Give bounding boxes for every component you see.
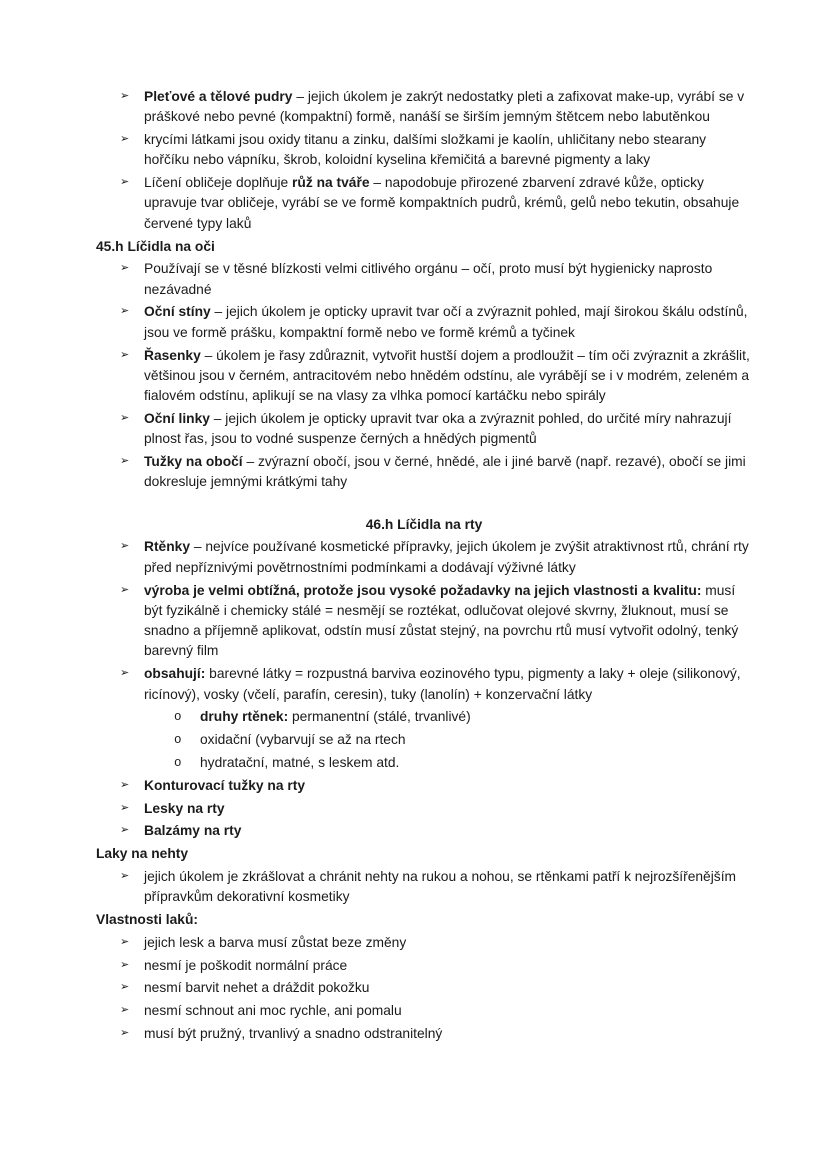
text-run: – napodobuje přirozené zbarvení zdravé kůže, opticky upravuje tvar obličeje, vyrábí se ve formě kompaktních pudrů, krémů, gelů nebo tekutin, obsahuje červené typy laků	[144, 175, 740, 231]
section-heading: 46.h Líčidla na rty	[365, 516, 483, 532]
arrow-bullet-icon: ➢	[120, 411, 130, 424]
list-item	[96, 707, 752, 727]
text-run: nesmí je poškodit normální práce	[144, 957, 348, 973]
circle-bullet-icon: o	[174, 733, 182, 748]
list-item	[96, 776, 752, 796]
list-item-text	[144, 537, 752, 578]
text-run-bold: Balzámy na rty	[144, 823, 242, 839]
list-item	[96, 799, 752, 819]
list-item-text	[144, 956, 752, 976]
text-run: – jejich úkolem je opticky upravit tvar oka a zvýraznit pohled, do určité míry nahrazují plnost řas, jsou to vodné suspenze černých a hnědých pigmentů	[144, 410, 732, 447]
list-item-text	[200, 730, 752, 750]
list-item-text	[144, 821, 752, 841]
list-item	[96, 1024, 752, 1044]
list-item	[96, 537, 752, 578]
list-item	[96, 302, 752, 343]
text-run: musí být fyzikálně i chemicky stálé = nesmějí se roztékat, odlučovat olejové skvrny, žluknout, musí se snadno a příjemně aplikovat, odstín musí zůstat stejný, na povrchu rtů musí vytvořit odolný, tenký barevný film	[144, 582, 739, 659]
arrow-bullet-icon: ➢	[120, 1004, 130, 1017]
text-run-bold: růž na tváře	[292, 175, 374, 191]
list-item-text	[144, 1001, 752, 1021]
list-item-text	[144, 867, 752, 908]
text-run: nesmí schnout ani moc rychle, ani pomalu	[144, 1003, 402, 1019]
list-item-text	[144, 259, 752, 300]
list-item-text	[144, 799, 752, 819]
circle-bullet-icon: o	[174, 755, 182, 770]
arrow-bullet-icon: ➢	[120, 305, 130, 318]
arrow-bullet-icon: ➢	[120, 935, 130, 948]
arrow-bullet-icon: ➢	[120, 176, 130, 189]
text-run-bold: Rtěnky	[144, 539, 194, 555]
arrow-bullet-icon: ➢	[120, 455, 130, 468]
arrow-bullet-icon: ➢	[120, 869, 130, 882]
list-item-text	[144, 302, 752, 343]
arrow-bullet-icon: ➢	[120, 583, 130, 596]
text-run-bold: Oční stíny	[144, 304, 215, 320]
text-run: – zvýrazní obočí, jsou v černé, hnědé, ale i jiné barvě (např. rezavé), obočí se jimi dokresluje jemnými krátkými tahy	[144, 454, 746, 490]
arrow-bullet-icon: ➢	[120, 262, 130, 275]
list-item-text	[144, 87, 752, 128]
arrow-bullet-icon: ➢	[120, 824, 130, 837]
document-content	[96, 87, 752, 1047]
list-item	[96, 867, 752, 908]
arrow-bullet-icon: ➢	[120, 958, 130, 971]
text-run: jejich lesk a barva musí zůstat beze změny	[144, 934, 407, 950]
list-item	[96, 259, 752, 300]
list-item	[96, 664, 752, 705]
arrow-bullet-icon: ➢	[120, 133, 130, 146]
arrow-bullet-icon: ➢	[120, 348, 130, 361]
text-run: Líčení obličeje doplňuje	[144, 175, 293, 191]
text-run-bold: Oční linky	[144, 410, 214, 426]
arrow-bullet-icon: ➢	[120, 90, 130, 102]
list-item	[96, 409, 752, 450]
text-run: oxidační (vybarvují se až na rtech	[200, 732, 406, 748]
text-run: musí být pružný, trvanlivý a snadno odstranitelný	[144, 1025, 443, 1041]
list-item-text	[144, 776, 752, 796]
circle-bullet-icon: o	[174, 710, 182, 725]
list-item	[96, 87, 752, 128]
list-item-text	[144, 346, 752, 407]
list-item-text	[144, 581, 752, 662]
arrow-bullet-icon: ➢	[120, 778, 130, 791]
list-item-text	[200, 707, 752, 727]
list-item	[96, 1001, 752, 1021]
list-item	[96, 956, 752, 976]
list-item	[96, 452, 752, 493]
section-heading: Vlastnosti laků:	[96, 911, 198, 927]
arrow-bullet-icon: ➢	[120, 667, 130, 680]
list-item	[96, 978, 752, 998]
text-run: – nejvíce používané kosmetické přípravky, jejich úkolem je zvýšit atraktivnost rtů, chrání rty před nepříznivými povětrnostními podmínkami a dodávají výživné látky	[144, 539, 749, 575]
list-item	[96, 173, 752, 234]
list-item-text	[144, 409, 752, 450]
text-run: jejich úkolem je zkrášlovat a chránit nehty na rukou a nohou, se rtěnkami patří k nejrozšířenějším přípravkům dekorativní kosmetiky	[144, 868, 737, 905]
arrow-bullet-icon: ➢	[120, 801, 130, 814]
arrow-bullet-icon: ➢	[120, 1026, 130, 1039]
text-run-bold: Konturovací tužky na rty	[144, 777, 305, 793]
list-item-text	[200, 753, 752, 773]
text-run-bold: Lesky na rty	[144, 800, 225, 816]
list-item	[96, 730, 752, 750]
list-item-text	[144, 173, 752, 234]
list-item	[96, 581, 752, 662]
text-run: krycími látkami jsou oxidy titanu a zinku, dalšími složkami je kaolín, uhličitany nebo stearany hořčíku nebo vápníku, škrob, koloidní kyselina křemičitá a barevné pigmenty a laky	[144, 132, 707, 168]
section-heading: 45.h Líčidla na oči	[96, 238, 215, 254]
text-run-bold: obsahují:	[144, 666, 206, 682]
list-item-text	[144, 1024, 752, 1044]
text-run: barevné látky = rozpustná barviva eozinového typu, pigmenty a laky + oleje (silikonový, ricínový), vosky (včelí, parafín, ceresin), tuky (lanolín) + konzervační látky	[144, 666, 741, 702]
text-run-bold: Řasenky	[144, 347, 205, 363]
list-item-text	[144, 130, 752, 171]
arrow-bullet-icon: ➢	[120, 540, 130, 553]
list-item-text	[144, 664, 752, 705]
list-item	[96, 130, 752, 171]
text-run: – úkolem je řasy zdůraznit, vytvořit hustší dojem a prodloužit – tím oči zvýraznit a zkrášlit, většinou jsou v černém, antracitovém nebo hnědém odstínu, ale vyrábějí se i v modrém, zeleném a fialovém odstínu, aplikují se na vlasy za vlhka pomocí kartáčku nebo spirály	[144, 347, 750, 404]
section-heading: Laky na nehty	[96, 846, 189, 862]
text-run-bold: druhy rtěnek:	[200, 709, 289, 725]
text-run-bold: výroba je velmi obtížná, protože jsou vysoké požadavky na jejich vlastnosti a kvalitu:	[144, 582, 702, 598]
list-item	[96, 346, 752, 407]
text-run: Používají se v těsné blízkosti velmi citlivého orgánu – očí, proto musí být hygienicky naprosto nezávadné	[144, 261, 713, 297]
text-run: – jejich úkolem je opticky upravit tvar očí a zvýraznit pohled, mají širokou škálu odstínů, jsou ve formě prášku, kompaktní formě nebo ve formě krémů a tyčinek	[144, 304, 748, 340]
text-run: hydratační, matné, s leskem atd.	[200, 754, 400, 770]
text-run: permanentní (stálé, trvanlivé)	[288, 709, 471, 725]
text-run: nesmí barvit nehet a dráždit pokožku	[144, 980, 370, 996]
arrow-bullet-icon: ➢	[120, 981, 130, 994]
text-run-bold: Pleťové a tělové pudry	[144, 89, 297, 104]
list-item-text	[144, 933, 752, 953]
list-item-text	[144, 978, 752, 998]
list-item	[96, 933, 752, 953]
list-item	[96, 821, 752, 841]
list-item	[96, 753, 752, 773]
text-run-bold: Tužky na obočí	[144, 454, 247, 470]
text-run: – jejich úkolem je zakrýt nedostatky pleti a zafixovat make-up, vyrábí se v práškové nebo pevné (kompaktní) formě, nanáší se širším jemným štětcem nebo labutěnkou	[144, 89, 745, 125]
list-item-text	[144, 452, 752, 493]
